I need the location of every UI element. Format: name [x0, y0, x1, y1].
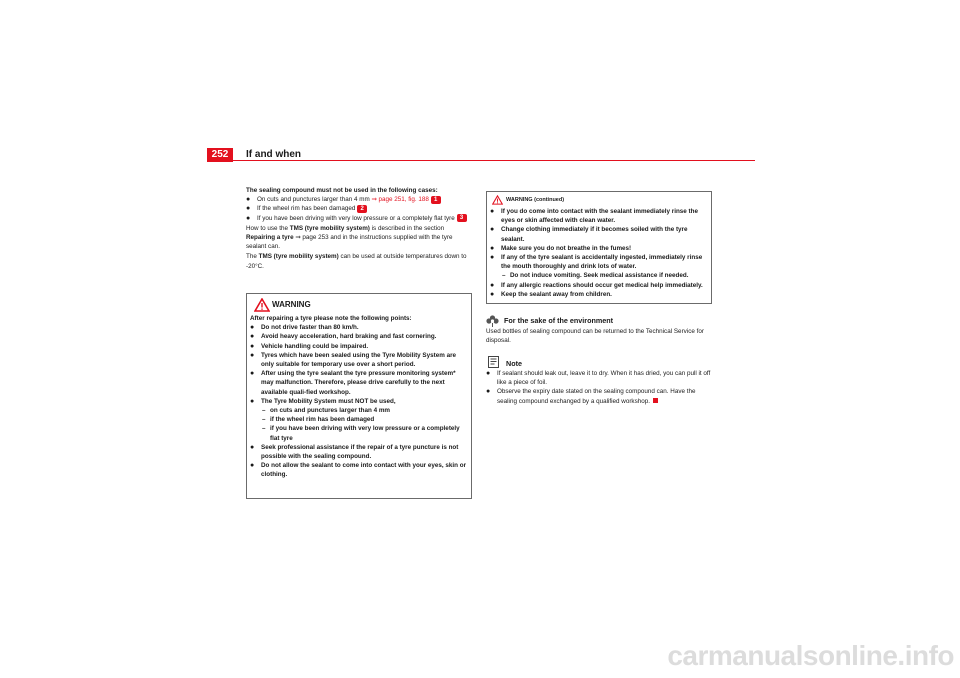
- page-reference-link[interactable]: ⇒ page 251, fig. 188: [371, 196, 431, 204]
- environment-flower-icon: [486, 315, 499, 327]
- list-item: ● The Tyre Mobility System must NOT be used,: [250, 397, 396, 405]
- list-item: ● Vehicle handling could be impaired.: [250, 342, 369, 350]
- note-section: [486, 356, 712, 406]
- warning-header: [250, 296, 468, 314]
- end-of-section-marker: [653, 398, 658, 403]
- list-item: ● If you have been driving with very low pressure or a completely flat tyre 3: [246, 214, 474, 223]
- watermark: carmanualsonline.info: [667, 640, 954, 671]
- environment-header: [486, 315, 712, 327]
- environment-text: Used bottles of sealing compound can be returned to the Technical Service for disposal.: [486, 328, 704, 345]
- list-item: ● Do not drive faster than 80 km/h.: [250, 324, 359, 332]
- figure-badge: 3: [457, 214, 467, 222]
- page-number: 252: [207, 148, 233, 162]
- left-column: [246, 186, 474, 271]
- note-header: [486, 356, 712, 369]
- list-item: ● Do not allow the sealant to come into contact with your eyes, skin or clothing.: [250, 462, 467, 479]
- environment-section: [486, 315, 712, 345]
- warning-box: [246, 293, 472, 499]
- list-item: ● If any allergic reactions should occur get medical help immediately.: [490, 281, 703, 289]
- figure-badge: 1: [431, 196, 441, 204]
- note-title: Note: [506, 359, 522, 368]
- list-item: ● If sealant should leak out, leave it to dry. When it has dried, you can pull it off like a piece of foil.: [486, 370, 711, 387]
- list-item: ● Make sure you do not breathe in the fumes!: [490, 244, 632, 252]
- warning-continued-header: [490, 194, 708, 207]
- list-item: ● On cuts and punctures larger than 4 mm ⇒ page 251, fig. 188 1: [246, 195, 474, 204]
- warning-triangle-icon: [492, 195, 503, 205]
- list-item: ● Tyres which have been sealed using the Tyre Mobility System are only suitable for temporary use over a short period.: [250, 351, 457, 369]
- sub-list-item: – on cuts and punctures larger than 4 mm: [262, 407, 391, 415]
- warning-intro: After repairing a tyre please note the following points:: [250, 315, 412, 322]
- environment-title: For the sake of the environment: [504, 316, 614, 325]
- list-item: ● After using the tyre sealant the tyre pressure monitoring system* may malfunction. Therefore, please drive carefully to the next available quali-fied workshop.: [250, 370, 456, 396]
- sub-list-item: – if you have been driving with very low pressure or a completely flat tyre: [262, 425, 460, 442]
- figure-badge: 2: [357, 205, 367, 213]
- list-item: ● Keep the sealant away from children.: [490, 290, 612, 298]
- list-item: ● Avoid heavy acceleration, hard braking and fast cornering.: [250, 333, 437, 341]
- list-item: ● If the wheel rim has been damaged 2: [246, 204, 474, 213]
- list-item: ● Seek professional assistance if the repair of a tyre puncture is not possible with the sealing compound.: [250, 443, 459, 461]
- section-heading: The sealing compound must not be used in the following cases:: [246, 187, 438, 194]
- warning-continued-title: WARNING (continued): [506, 197, 565, 203]
- list-item: ● Change clothing immediately if it becomes soiled with the tyre sealant.: [490, 226, 688, 243]
- page-title: If and when: [246, 149, 301, 160]
- header-divider: [207, 160, 755, 161]
- list-item: ● If you do come into contact with the sealant immediately rinse the eyes or skin affected with clean water.: [490, 208, 698, 225]
- warning-continued-box: [486, 191, 712, 304]
- paragraph: The TMS (tyre mobility system) can be used at outside temperatures down to -20°C.: [246, 253, 467, 270]
- paragraph: How to use the TMS (tyre mobility system) is described in the section Repairing a tyre ⇒ page 253 and in the instructions supplied with the tyre sealant can.: [246, 224, 453, 251]
- sub-list-item: – if the wheel rim has been damaged: [262, 416, 375, 424]
- sub-list-item: – Do not induce vomiting. Seek medical assistance if needed.: [502, 272, 689, 280]
- list-item: ● Observe the expiry date stated on the sealing compound can. Have the sealing compound exchanged by a qualified workshop.: [486, 388, 696, 405]
- list-item: ● If any of the tyre sealant is accidentally ingested, immediately rinse the mouth thoroughly and drink lots of water.: [490, 254, 703, 271]
- warning-title: WARNING: [272, 300, 311, 309]
- warning-triangle-icon: [254, 298, 270, 312]
- note-icon: [488, 356, 499, 368]
